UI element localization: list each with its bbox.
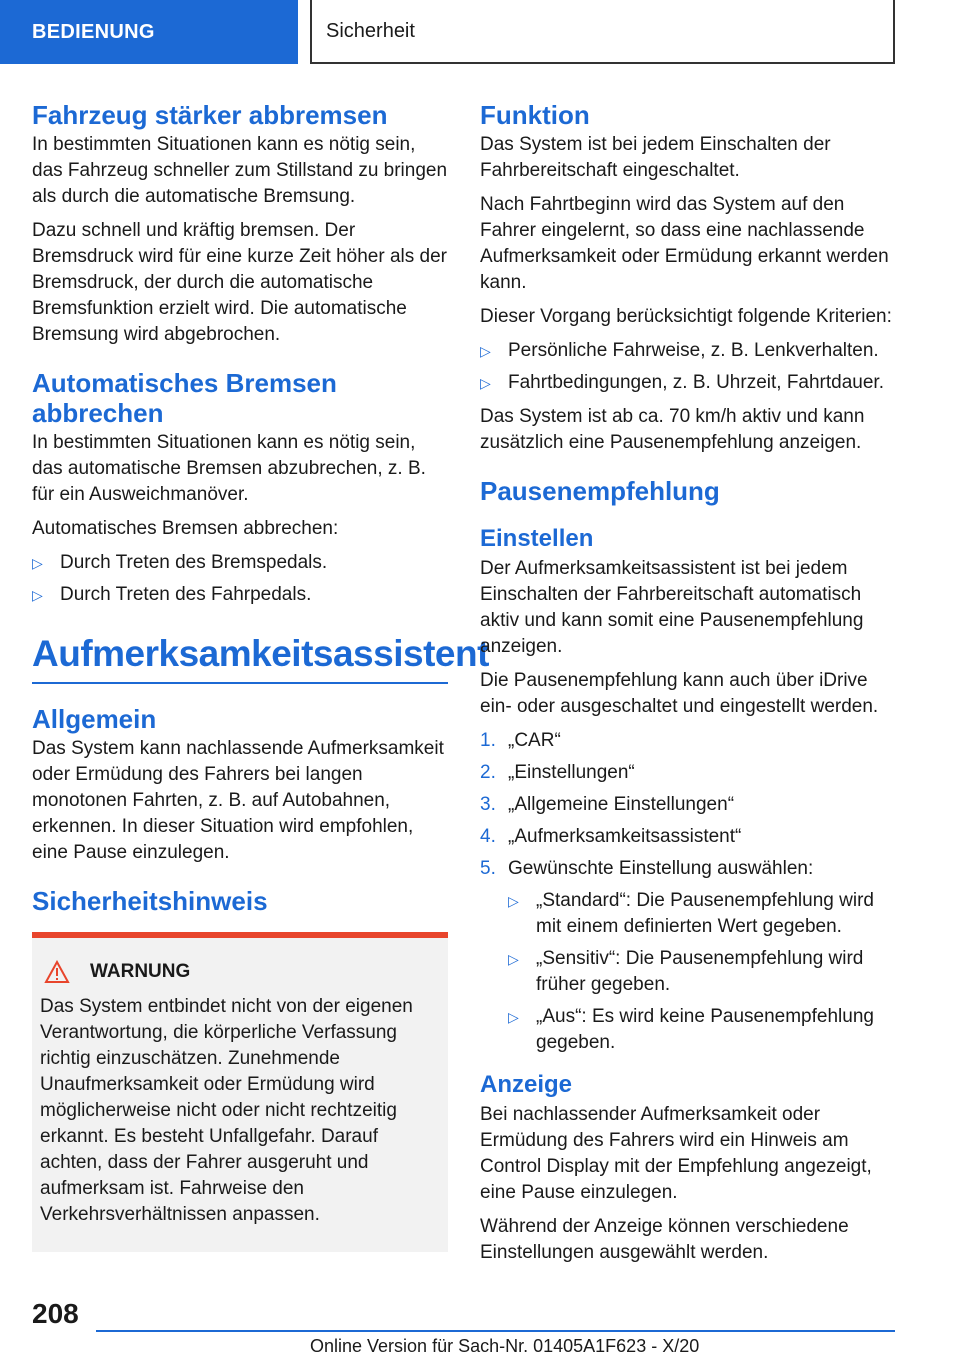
option-list <box>508 888 898 1056</box>
step-number: 3. <box>480 794 496 815</box>
paragraph: In bestimmten Situationen kann es nötig sein, das automatische Bremsen abzubrechen, z. B. für ein Ausweichmanöver. <box>32 432 426 505</box>
warning-label: WARNUNG <box>90 961 191 982</box>
step-number: 4. <box>480 826 496 847</box>
list-item-text: Durch Treten des Fahrpedals. <box>60 584 312 605</box>
section-tab: Sicherheit <box>310 0 895 64</box>
triangle-bullet-icon: ▷ <box>32 555 43 571</box>
paragraph: Bei nachlassender Aufmerksamkeit oder Ermüdung des Fahrers wird ein Hinweis am Control Display mit der Empfehlung angezeigt, eine Pause einzulegen. <box>480 1104 872 1203</box>
paragraph: Der Aufmerksamkeitsassistent ist bei jedem Einschalten der Fahrbereitschaft automatisch aktiv und kann somit eine Pausenempfehlung anzeigen. <box>480 558 864 657</box>
paragraph: In bestimmten Situationen kann es nötig sein, das Fahrzeug schneller zum Stillstand zu bringen als durch die automatische Bremsung. <box>32 134 448 207</box>
page-number: 208 <box>32 1298 79 1329</box>
chapter-tab: BEDIENUNG <box>0 0 298 64</box>
triangle-bullet-icon: ▷ <box>508 1009 519 1025</box>
step-text: „Allgemeine Einstellungen“ <box>508 794 735 815</box>
triangle-bullet-icon: ▷ <box>508 893 519 909</box>
list-item-text: „Standard“: Die Pausenempfehlung wird mit einem definierten Wert gegeben. <box>536 890 874 937</box>
list-item <box>508 888 898 940</box>
warning-header <box>40 960 440 984</box>
heading-stronger-braking: Fahrzeug stärker abbremsen <box>32 100 388 130</box>
step-item <box>480 760 898 786</box>
list-item <box>508 1004 898 1056</box>
step-number: 2. <box>480 762 496 783</box>
paragraph: Dazu schnell und kräftig bremsen. Der Bremsdruck wird für eine kurze Zeit höher als der Bremsdruck, der durch die automatische Bremsfunktion erzielt wird. Die automatische Bremsung wird abgebrochen. <box>32 220 447 345</box>
list-item <box>32 582 448 608</box>
paragraph: Dieser Vorgang berücksichtigt folgende Kriterien: <box>480 306 892 327</box>
warning-text: Das System entbindet nicht von der eigenen Verantwortung, die körperliche Verfassung richtig einzuschätzen. Zunehmende Unaufmerksamkeit oder Ermüdung wird möglicherweise nicht oder nicht rechtzeitig erkannt. Es besteht Unfallgefahr. Darauf achten, dass der Fahrer ausgeruht und aufmerksam ist. Fahrweise den Verkehrsverhältnissen anpassen. <box>40 996 413 1225</box>
list-item-text: „Sensitiv“: Die Pausenempfehlung wird früher gegeben. <box>536 948 864 995</box>
step-text: „Aufmerksamkeitsassistent“ <box>508 826 742 847</box>
heading-safety-note: Sicherheitshinweis <box>32 886 268 916</box>
list-item-text: Durch Treten des Bremspedals. <box>60 552 328 573</box>
step-item <box>480 824 898 850</box>
paragraph: Das System kann nachlassende Aufmerksamkeit oder Ermüdung des Fahrers bei langen monotonen Fahrten, z. B. auf Autobahnen, erkennen. In dieser Situation wird empfohlen, eine Pause einzulegen. <box>32 738 444 863</box>
paragraph: Das System ist bei jedem Einschalten der Fahrbereitschaft eingeschaltet. <box>480 134 831 181</box>
triangle-bullet-icon: ▷ <box>480 375 491 391</box>
paragraph: Die Pausenempfehlung kann auch über iDrive ein- oder ausgeschaltet und eingestellt werden. <box>480 670 879 717</box>
step-text: „CAR“ <box>508 730 561 751</box>
heading-function: Funktion <box>480 100 590 130</box>
heading-cancel-braking: Automatisches Bremsen abbrechen <box>32 368 337 428</box>
heading-settings: Einstellen <box>480 525 594 552</box>
footer-online-version: Online Version für Sach-Nr. 01405A1F623 - X/20 <box>310 1336 700 1356</box>
warning-box <box>32 932 448 1252</box>
list-item-text: „Aus“: Es wird keine Pausenempfehlung gegeben. <box>536 1006 874 1053</box>
step-item <box>480 792 898 818</box>
triangle-bullet-icon: ▷ <box>480 343 491 359</box>
right-column <box>480 100 898 1274</box>
settings-steps <box>480 728 898 1056</box>
left-column <box>32 100 489 1252</box>
step-item <box>480 728 898 754</box>
step-text: „Einstellungen“ <box>508 762 635 783</box>
warning-triangle-icon <box>44 960 70 984</box>
heading-break-recommendation: Pausenempfehlung <box>480 476 720 506</box>
step-number: 1. <box>480 730 496 751</box>
list-item <box>508 946 898 998</box>
list-item-text: Fahrtbedingungen, z. B. Uhrzeit, Fahrtdauer. <box>508 372 884 393</box>
footer-divider <box>96 1330 895 1332</box>
criteria-list <box>480 338 898 396</box>
paragraph: Automatisches Bremsen abbrechen: <box>32 518 339 539</box>
step-item <box>480 856 898 1056</box>
triangle-bullet-icon: ▷ <box>508 951 519 967</box>
cancel-braking-list <box>32 550 448 608</box>
paragraph: Das System ist ab ca. 70 km/h aktiv und kann zusätzlich eine Pausenempfehlung anzeigen. <box>480 406 865 453</box>
paragraph: Nach Fahrtbeginn wird das System auf den Fahrer eingelernt, so dass eine nachlassende Aufmerksamkeit oder Ermüdung erkannt werden kann. <box>480 194 889 293</box>
step-number: 5. <box>480 858 496 879</box>
chapter-title: Aufmerksamkeitsassistent <box>32 632 448 684</box>
list-item <box>480 338 898 364</box>
heading-display: Anzeige <box>480 1071 573 1098</box>
paragraph: Während der Anzeige können verschiedene Einstellungen ausgewählt werden. <box>480 1216 849 1263</box>
step-text: Gewünschte Einstellung auswählen: <box>508 858 814 879</box>
list-item <box>480 370 898 396</box>
list-item-text: Persönliche Fahrweise, z. B. Lenkverhalten. <box>508 340 879 361</box>
triangle-bullet-icon: ▷ <box>32 587 43 603</box>
list-item <box>32 550 448 576</box>
heading-general: Allgemein <box>32 704 157 734</box>
